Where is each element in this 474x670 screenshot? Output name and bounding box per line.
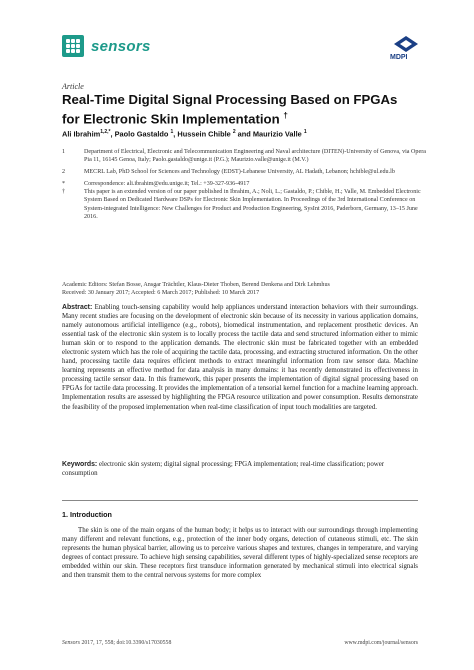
- section-heading: 1. Introduction: [62, 510, 112, 519]
- journal-name: sensors: [91, 37, 151, 55]
- keywords: [62, 460, 418, 478]
- author-name: Hussein Chible: [177, 129, 231, 139]
- abstract-label: Abstract:: [62, 304, 93, 311]
- publisher-name: MDPI: [390, 54, 408, 61]
- paper-title: [62, 92, 422, 126]
- abstract: [62, 303, 418, 412]
- article-type: Article: [62, 82, 84, 91]
- publication-dates: Received: 30 January 2017; Accepted: 6 March 2017; Published: 10 March 2017: [62, 290, 260, 297]
- page-footer: [62, 640, 418, 646]
- title-line-1: Real-Time Digital Signal Processing Based on FPGAs: [62, 92, 398, 107]
- author-list: Ali Ibrahim$^{1,2,*}$, Paolo Gastaldo $^1$, Hussein Chible $^2$ and Maurizio Valle $^1$: [62, 129, 307, 139]
- author-name: Paolo Gastaldo: [114, 129, 169, 139]
- introduction-text: The skin is one of the main organs of the human body; it helps us to interact with our surroundings through implementing many different and relevant functions, e.g., protection of the inner body organs, detection of cutaneous stimuli, etc. The skin represents the human physical barrier, allowing us to perceive various shapes and textures, changes in temperature, and varying degrees of contact pressure. To achieve high sensing capabilities, several different types of highly-specialized sense receptors are embedded within our skin. These receptors first transduce information generated by mechanical stimuli into electrical signals and then transmit them to the central nervous systems for more complex: [62, 527, 418, 580]
- keywords-text: electronic skin system; digital signal processing; FPGA implementation; real-time classification; power consumption: [62, 461, 385, 478]
- affiliations: [62, 148, 427, 221]
- author-name: Maurizio Valle: [252, 129, 302, 139]
- keywords-label: Keywords:: [62, 461, 98, 468]
- journal-logo-icon: [62, 35, 84, 57]
- abstract-text: Enabling touch-sensing capability would help appliances understand interaction behaviors with their surroundings. Many recent studies are focusing on the development of electronic skin because of its necessity in various application domains, namely autonomous artificial intelligence (e.g., robots), biomedical instrumentation, and replacement prosthetic devices. An essential task of the electronic skin system is to locally process the tactile data and send structured information either to mimic human skin or to respond to the application demands. The electronic skin must be fabricated together with an embedded electronic system which has the role of acquiring the tactile data, processing, and extracting structured information. On the other hand, processing tactile data requires efficient methods to extract meaningful information from raw sensor data. Machine learning represents an effective method for data analysis in many domains: it has recently demonstrated its effectiveness in processing tactile sensor data. In this framework, this paper presents the implementation of digital signal processing based on FPGAs for tactile data processing. It provides the implementation of a tensorial kernel function for a machine learning approach. Implementation results are assessed by highlighting the FPGA resource utilization and power consumption. Results demonstrate the feasibility of the proposed implementation when real-time classification of input touch modalities are targeted.: [62, 304, 418, 411]
- section-divider: [62, 500, 418, 501]
- author-name: Ali Ibrahim: [62, 129, 101, 139]
- journal-logo: [62, 35, 151, 57]
- correspondence: * Correspondence: ali.ibrahim@edu.unige.it; Tel.: +39-327-936-4917: [62, 181, 250, 188]
- journal-url[interactable]: www.mdpi.com/journal/sensors: [344, 640, 418, 646]
- extended-version-note: † This paper is an extended version of our paper published in Ibrahim, A.; Noli, L.; Gastaldo, P.; Chible, H.; Valle, M. Embedded Electronic System Based on Dedicated Hardware DSPs for Electronic Skin Implementation. In Proceedings of the 3rd International Conference on System-integrated Intelligence: New Challenges for Product and Production Engineering, SysInt 2016, Paderborn, Germany, 13–15 June 2016.: [62, 189, 421, 220]
- citation: Sensors 2017, 17, 558; doi:10.3390/s17030558: [62, 640, 172, 646]
- academic-editors: Academic Editors: Stefan Bosse, Ansgar Trächtler, Klaus-Dieter Thoben, Berend Denkena and Dirk Lehmhus: [62, 282, 330, 288]
- affiliation-item: 2 MECRL Lab, PhD School for Sciences and Technology (EDST)-Lebanese University, AL Hadath, Lebanon; hchible@ul.edu.lb: [62, 169, 395, 176]
- affiliation-item: 1 Department of Electrical, Electronic and Telecommunication Engineering and Naval architecture (DITEN)-University of Genova, via Opera Pia 11, 16145 Genoa, Italy; Paolo.gastaldo@unige.it (P.G.); Maurizio.valle@unige.it (M.V.): [62, 149, 426, 164]
- title-line-2: for Electronic Skin Implementation †: [62, 110, 288, 126]
- mdpi-logo-icon: [393, 35, 419, 53]
- publication-info: [62, 281, 427, 297]
